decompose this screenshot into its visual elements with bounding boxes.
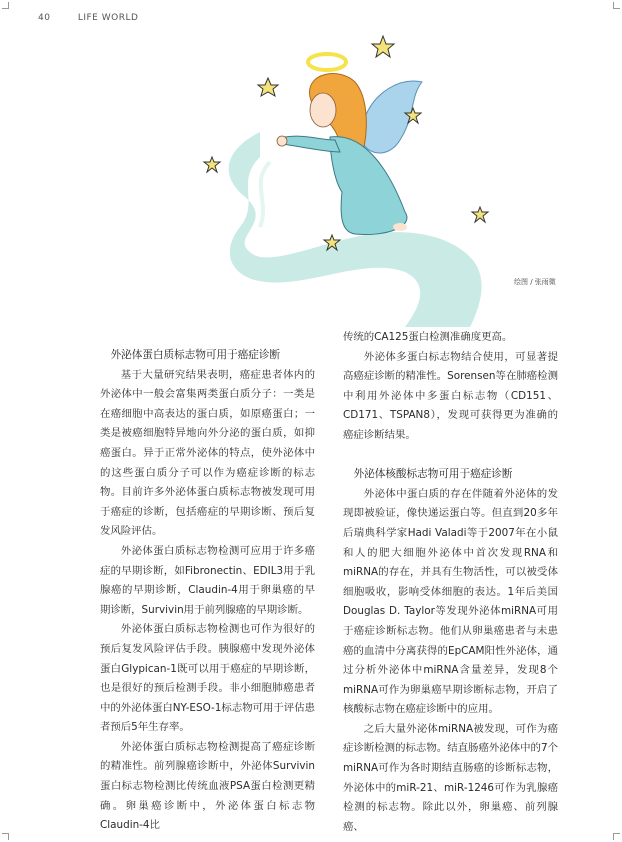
body-paragraph: 外泌体中蛋白质的存在伴随着外泌体的发现即被验证，像快递运蛋白等。但直到20多年后瑞典科学家Hadi Valadi等于2007年在小鼠和人的肥大细胞外泌体中首次发现RNA和miRNA的存在，并具有生物活性，可以被受体细胞吸收，影响受体细胞的表达。1年后美国Douglas D. Taylor等发现外泌体miRNA可用于癌症诊断标志物。他们从卵巢癌患者与未患癌的血清中分离获得的EpCAM阳性外泌体，通过分析外泌体中miRNA含量差异，发现8个miRNA可作为卵巢癌早期诊断标志物，开启了核酸标志物在癌症诊断中的应用。 [343,487,558,716]
running-header [38,13,138,23]
angel-illustration [190,22,510,327]
section-heading: 外泌体蛋白质标志物可用于癌症诊断 [110,349,281,361]
left-column [100,346,315,836]
body-paragraph: 基于大量研究结果表明，癌症患者体内的外泌体中一般会富集两类蛋白质分子：一类是在癌细胞中高表达的蛋白质，如原癌蛋白；一类是被癌细胞特异地向外分泌的蛋白质，如抑癌蛋白。异于正常外泌体的特点，使外泌体中的这些蛋白质分子可以作为癌症诊断的标志物。目前许多外泌体蛋白质标志物被发现可用于癌症的诊断，包括癌症的早期诊断、预后复发风险评估。 [100,368,315,538]
body-paragraph: 外泌体蛋白质标志物检测可应用于许多癌症的早期诊断，如Fibronectin、EDIL3用于乳腺癌的早期诊断，Claudin-4用于卵巢癌的早期诊断，Survivin用于前列腺癌的早期诊断。 [100,544,315,616]
section-heading: 外泌体核酸标志物可用于癌症诊断 [353,468,513,481]
body-paragraph: 之后大量外泌体miRNA被发现，可作为癌症诊断检测的标志物。结直肠癌外泌体中的7个miRNA可作为各时期结直肠癌的诊断标志物，外泌体中的miR-21、miR-1246可作为乳腺癌检测的标志物。除此以外，卵巢癌、前列腺癌、 [343,722,558,833]
star-icon [204,157,220,172]
gown [330,137,407,235]
halo [308,54,346,70]
crop-mark [2,833,9,840]
body-paragraph: 外泌体蛋白质标志物检测提高了癌症诊断的精准性。前列腺癌诊断中，外泌体Survivin蛋白标志物检测比传统血液PSA蛋白检测更精确。卵巢癌诊断中，外泌体蛋白标志物Claudin-4比 [100,740,315,832]
star-icon [372,36,394,57]
body-paragraph: 外泌体蛋白质标志物检测也可作为很好的预后复发风险评估手段。胰腺癌中发现外泌体蛋白Glypican-1既可以用于癌症的早期诊断，也是很好的预后检测手段。非小细胞肺癌患者中的外泌体蛋白NY-ESO-1标志物可用于评估患者预后5年生存率。 [100,623,315,734]
page-number: 40 [38,13,51,23]
right-column [343,328,558,837]
body-paragraph: 外泌体多蛋白标志物结合使用，可显著提高癌症诊断的精准性。Sorensen等在肺癌检测中利用外泌体中多蛋白标志物（CD151、CD171、TSPAN8），发现可获得更为准确的癌症诊断结果。 [343,350,558,441]
crop-mark [613,2,620,9]
star-icon [258,78,278,96]
continued-paragraph: 传统的CA125蛋白检测准确度更高。 [343,331,513,343]
face [310,93,336,127]
illustration-credit: 绘图 / 张雨微 [514,278,556,286]
crop-mark [613,833,620,840]
magazine-title: LIFE WORLD [77,13,139,23]
star-icon [472,207,488,222]
crop-mark [2,2,9,9]
